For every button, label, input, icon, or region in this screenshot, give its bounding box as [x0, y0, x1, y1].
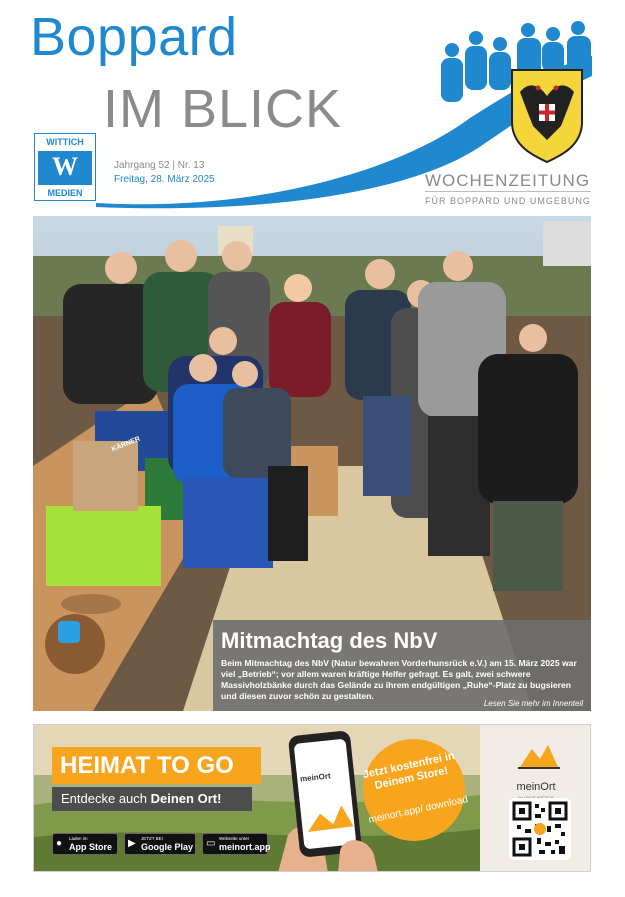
publisher-sub: MEDIEN [47, 188, 83, 198]
qr-code-icon[interactable] [509, 798, 571, 860]
paper-region: FÜR BOPPARD UND UMGEBUNG [425, 196, 591, 206]
google-play-badge[interactable] [124, 833, 196, 855]
web-badge[interactable] [202, 833, 271, 855]
divider [425, 191, 591, 192]
feature-headline: Mitmachtag des NbV [221, 628, 438, 653]
apple-icon: ● [56, 838, 63, 849]
feature-body: Beim Mitmachtag des NbV (Natur bewahren Vorderhunsrück e.V.) am 15. März 2025 war viel „Betrieb“; vor allem waren kräftige Helfer gefragt. Es galt, zwei schwere Massivholzbänke durch das Gelände zu ihrem endgültigen „Ruhe“-Platz zu bugsieren und diesen zuvor schön zu gestalten. [221, 658, 577, 701]
cta-text: Jetzt kostenfrei in Deinem Store! [361, 749, 456, 792]
feature-caption [213, 620, 591, 711]
ad-headline: HEIMAT TO GO [52, 747, 261, 784]
badge-small: JETZT BEI [141, 836, 163, 841]
badge-small: Webseite unter [219, 836, 250, 841]
read-more-note: Lesen Sie mehr im Innenteil [483, 699, 583, 708]
badge-large: App Store [69, 842, 113, 852]
badge-small: Laden im [69, 836, 88, 841]
app-store-badge[interactable] [52, 833, 118, 855]
publisher-name: WITTICH [46, 137, 84, 147]
ad-brand-name: meinOrt [516, 781, 556, 793]
ad-subline-prefix: Entdecke auch [61, 791, 151, 806]
badge-large: meinort.app [219, 842, 271, 852]
issue-date: Freitag, 28. März 2025 [114, 174, 215, 185]
paper-type: WOCHENZEITUNG [425, 171, 591, 190]
ad-landscape [34, 725, 480, 872]
play-icon: ▶ [128, 838, 136, 849]
meinort-advertisement[interactable] [33, 724, 591, 872]
ad-subline [52, 787, 252, 811]
cta-url: meinort.app/ download [367, 794, 469, 826]
qr-center-logo [534, 823, 546, 835]
phone-brand: meinOrt [299, 771, 332, 784]
badge-large: Google Play [141, 842, 194, 852]
title-im-blick: IM BLICK [103, 79, 343, 139]
wittich-medien-logo [34, 133, 96, 201]
meinort-logo-icon [480, 725, 591, 781]
crate-label: KÄRNER [110, 435, 142, 454]
title-boppard: Boppard [30, 7, 238, 67]
ad-brand-panel [480, 725, 591, 872]
issue-number: Jahrgang 52 | Nr. 13 [114, 160, 205, 171]
monitor-icon: ▭ [206, 838, 216, 849]
green-box [46, 506, 161, 586]
ad-subline-bold: Deinen Ort! [150, 791, 222, 806]
coat-of-arms-icon [512, 70, 582, 162]
svg-text:W: W [52, 152, 78, 181]
